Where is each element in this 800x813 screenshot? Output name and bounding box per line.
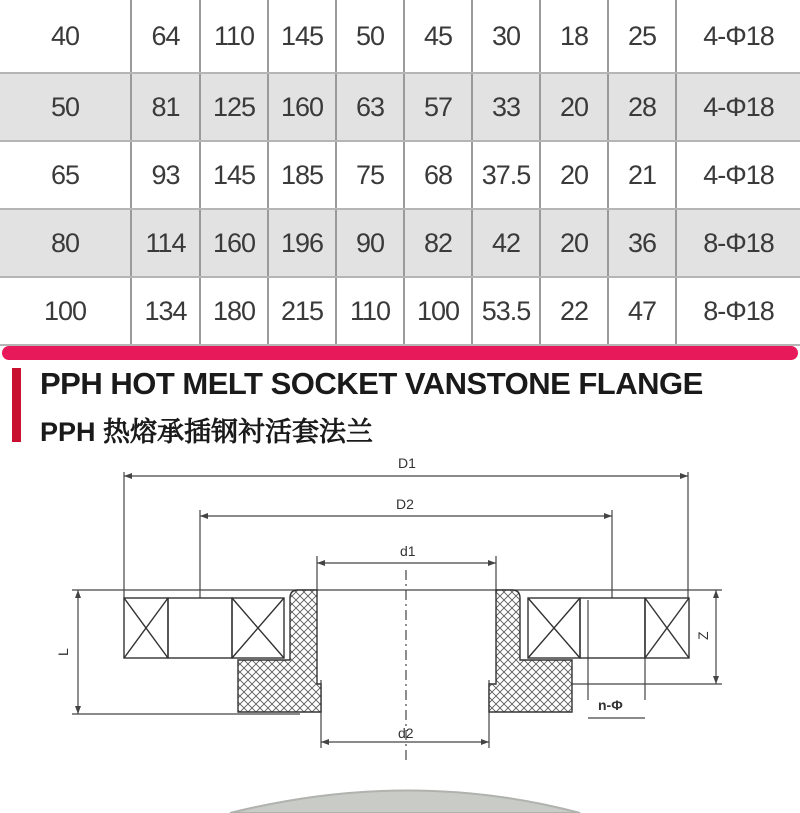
table-cell: 68 (404, 141, 472, 209)
table-cell: 18 (540, 0, 608, 73)
table-cell: 75 (336, 141, 404, 209)
table-cell: 93 (131, 141, 200, 209)
table-cell: 4-Φ18 (676, 0, 800, 73)
table-cell: 110 (336, 277, 404, 345)
table-cell: 20 (540, 73, 608, 141)
table-cell: 30 (472, 0, 540, 73)
table-cell: 63 (336, 73, 404, 141)
table-cell: 64 (131, 0, 200, 73)
table-cell: 28 (608, 73, 676, 141)
table-cell: 8-Φ18 (676, 277, 800, 345)
table-row (0, 141, 800, 209)
table-cell: 33 (472, 73, 540, 141)
table-cell: 37.5 (472, 141, 540, 209)
table-cell: 65 (0, 141, 131, 209)
section-title-cn: PPH 热熔承插钢衬活套法兰 (40, 417, 374, 447)
table-cell: 125 (200, 73, 268, 141)
table-cell: 215 (268, 277, 336, 345)
section-title-en: PPH HOT MELT SOCKET VANSTONE FLANGE (40, 366, 703, 401)
table-cell: 21 (608, 141, 676, 209)
flange-drawing (0, 448, 800, 813)
table-cell: 90 (336, 209, 404, 277)
table-row (0, 277, 800, 345)
table-body (0, 0, 800, 345)
table-cell: 50 (0, 73, 131, 141)
label-d1: d1 (400, 543, 416, 559)
table-cell: 185 (268, 141, 336, 209)
section-divider-bar (2, 346, 798, 360)
table-cell: 145 (268, 0, 336, 73)
table-cell: 40 (0, 0, 131, 73)
table-row (0, 209, 800, 277)
table-cell: 110 (200, 0, 268, 73)
table-row (0, 0, 800, 73)
table-cell: 4-Φ18 (676, 73, 800, 141)
label-D1: D1 (398, 455, 416, 471)
table-cell: 134 (131, 277, 200, 345)
table-cell: 80 (0, 209, 131, 277)
table-cell: 20 (540, 141, 608, 209)
table-cell: 196 (268, 209, 336, 277)
table-cell: 100 (0, 277, 131, 345)
label-D2: D2 (396, 496, 414, 512)
table-cell: 100 (404, 277, 472, 345)
table-cell: 114 (131, 209, 200, 277)
table-cell: 36 (608, 209, 676, 277)
table-cell: 180 (200, 277, 268, 345)
table-cell: 20 (540, 209, 608, 277)
label-d2: d2 (398, 725, 414, 741)
label-n-phi: n-Φ (598, 697, 623, 713)
table-cell: 50 (336, 0, 404, 73)
spec-table (0, 0, 800, 346)
table-cell: 25 (608, 0, 676, 73)
table-cell: 160 (200, 209, 268, 277)
table-cell: 22 (540, 277, 608, 345)
table-cell: 57 (404, 73, 472, 141)
table-cell: 82 (404, 209, 472, 277)
label-Z: Z (695, 631, 711, 640)
table-cell: 42 (472, 209, 540, 277)
table-cell: 53.5 (472, 277, 540, 345)
pipe-photo-edge (230, 791, 580, 813)
label-L: L (55, 648, 71, 656)
table-cell: 160 (268, 73, 336, 141)
table-cell: 81 (131, 73, 200, 141)
table-cell: 4-Φ18 (676, 141, 800, 209)
table-cell: 145 (200, 141, 268, 209)
section-accent-bar (12, 368, 21, 442)
table-cell: 8-Φ18 (676, 209, 800, 277)
table-cell: 45 (404, 0, 472, 73)
table-row (0, 73, 800, 141)
table-cell: 47 (608, 277, 676, 345)
